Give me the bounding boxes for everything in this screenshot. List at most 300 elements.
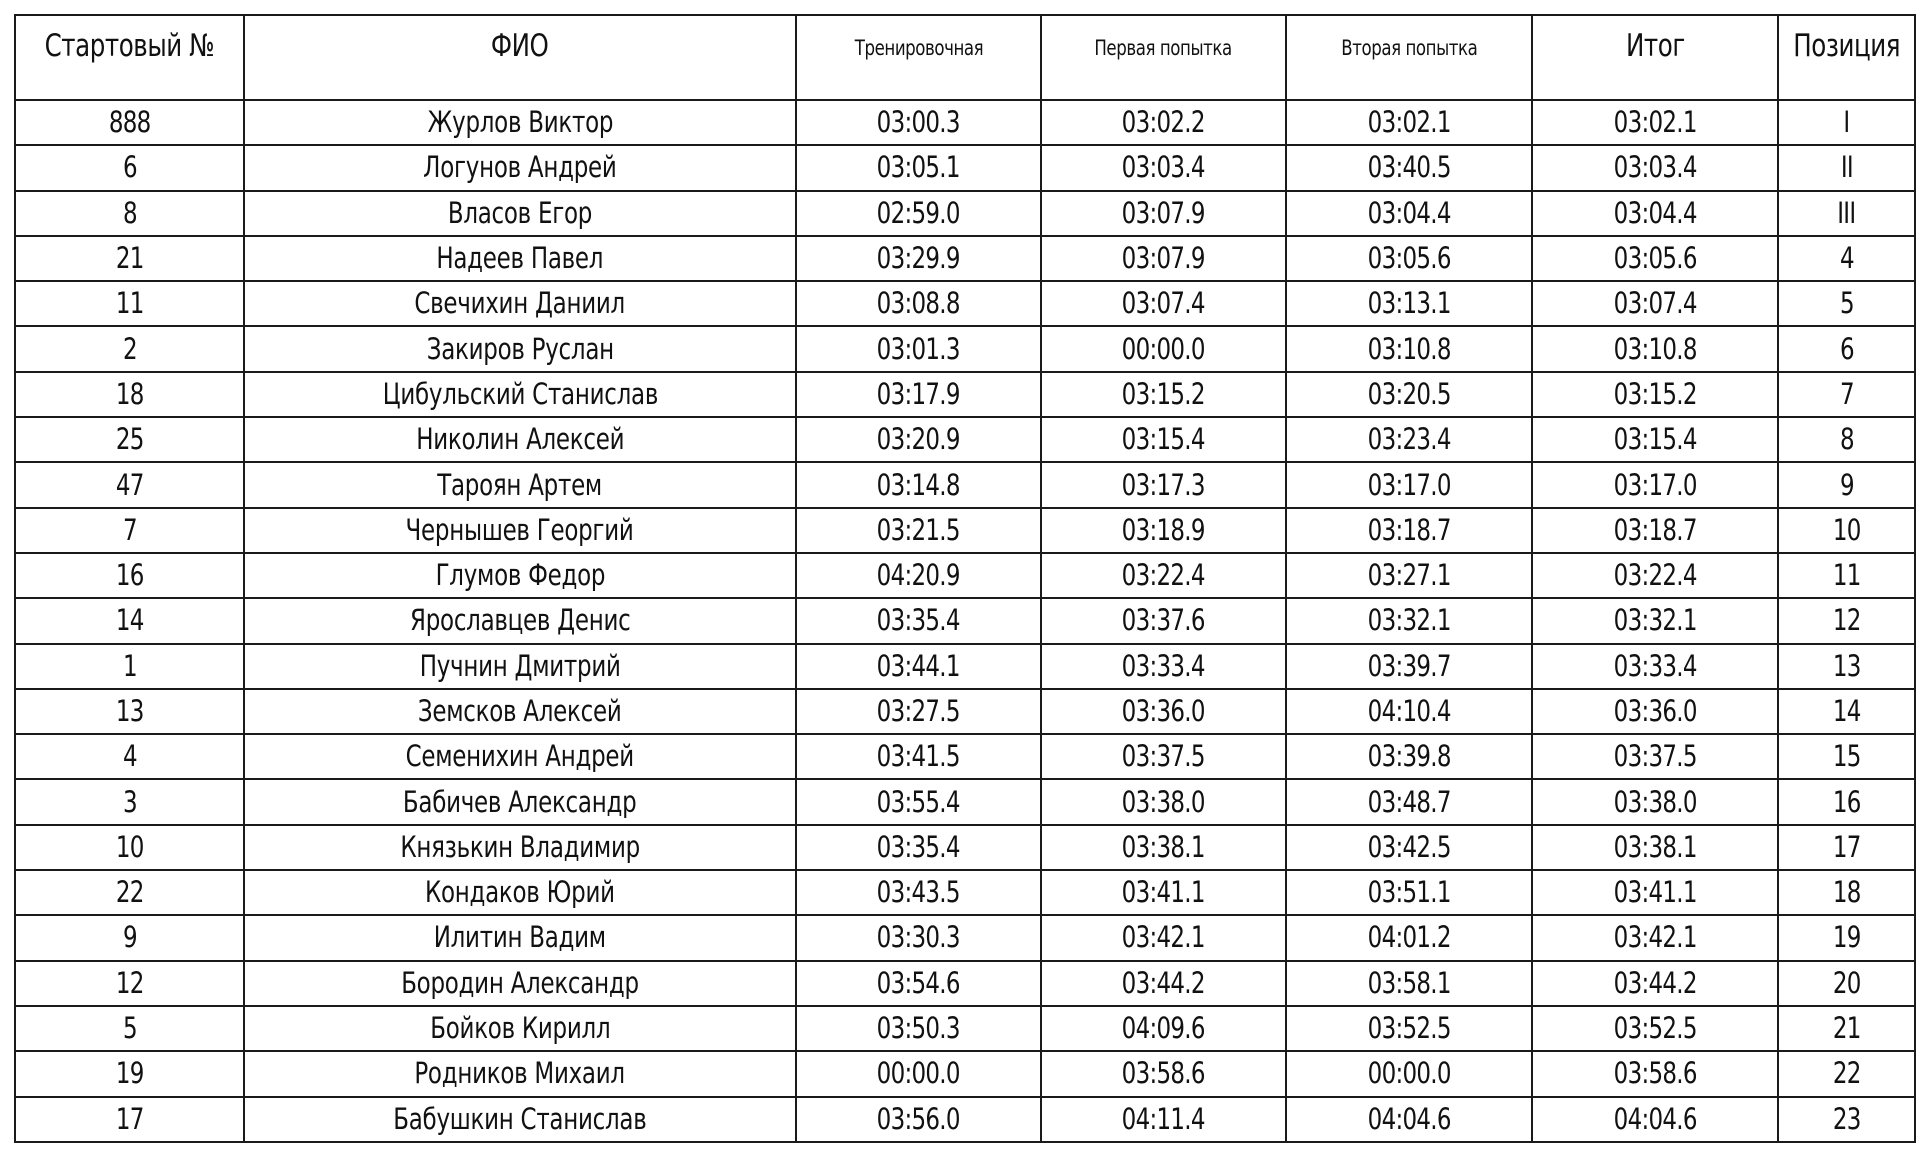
table-row: [15, 236, 1915, 281]
cell-name-text: Тароян Артем: [437, 467, 603, 502]
cell-start-no-text: 21: [115, 241, 144, 276]
header-attempt1-label: Первая попытка: [1094, 36, 1233, 60]
cell-total-text: 03:15.2: [1613, 376, 1697, 411]
cell-start-no-text: 3: [122, 784, 137, 819]
cell-position-text: I: [1843, 105, 1850, 140]
cell-name: [244, 1051, 796, 1096]
cell-name-text: Бородин Александр: [401, 965, 639, 1000]
cell-attempt2: [1286, 462, 1532, 507]
cell-attempt1-text: 03:38.1: [1121, 829, 1206, 864]
cell-start-no-text: 47: [115, 467, 144, 502]
cell-training: [796, 779, 1041, 824]
cell-attempt2: [1286, 145, 1532, 190]
cell-position: [1778, 1051, 1915, 1096]
cell-start-no-text: 25: [115, 422, 144, 457]
cell-name: [244, 870, 796, 915]
cell-position: [1778, 1006, 1915, 1051]
cell-training-text: 03:00.3: [876, 105, 961, 140]
cell-attempt1: [1041, 281, 1286, 326]
cell-attempt2-text: 00:00.0: [1367, 1056, 1451, 1091]
cell-attempt2-text: 03:13.1: [1367, 286, 1451, 321]
cell-attempt2: [1286, 326, 1532, 371]
table-row: [15, 734, 1915, 779]
cell-position: [1778, 191, 1915, 236]
cell-name: [244, 100, 796, 145]
header-attempt2: [1286, 15, 1532, 100]
cell-name: [244, 644, 796, 689]
header-start-no: [15, 15, 244, 100]
cell-start-no-text: 11: [115, 286, 144, 321]
cell-position: [1778, 553, 1915, 598]
cell-training-text: 03:05.1: [876, 150, 961, 185]
cell-total: [1532, 644, 1778, 689]
cell-total-text: 03:58.6: [1613, 1056, 1697, 1091]
cell-attempt1: [1041, 825, 1286, 870]
cell-name: [244, 1006, 796, 1051]
cell-position-text: 19: [1832, 920, 1861, 955]
cell-total: [1532, 145, 1778, 190]
cell-attempt2-text: 03:17.0: [1367, 467, 1451, 502]
cell-start-no-text: 5: [122, 1011, 137, 1046]
cell-start-no: [15, 100, 244, 145]
cell-attempt1: [1041, 1097, 1286, 1142]
cell-attempt2: [1286, 191, 1532, 236]
cell-training-text: 03:35.4: [876, 829, 961, 864]
cell-attempt2-text: 04:01.2: [1367, 920, 1451, 955]
cell-attempt2-text: 03:05.6: [1367, 241, 1451, 276]
cell-start-no: [15, 598, 244, 643]
cell-total: [1532, 689, 1778, 734]
cell-total: [1532, 462, 1778, 507]
cell-attempt1-text: 03:07.9: [1121, 195, 1206, 230]
cell-attempt2-text: 03:52.5: [1367, 1011, 1451, 1046]
cell-name-text: Ярославцев Денис: [409, 603, 631, 638]
cell-start-no: [15, 1097, 244, 1142]
cell-total: [1532, 915, 1778, 960]
cell-attempt2: [1286, 689, 1532, 734]
cell-attempt2-text: 03:42.5: [1367, 829, 1451, 864]
cell-attempt2: [1286, 734, 1532, 779]
cell-training: [796, 281, 1041, 326]
cell-name-text: Князькин Владимир: [400, 829, 640, 864]
cell-attempt1: [1041, 145, 1286, 190]
cell-total-text: 03:04.4: [1613, 195, 1697, 230]
cell-start-no-text: 888: [108, 105, 151, 140]
cell-training-text: 03:21.5: [876, 512, 961, 547]
header-total: [1532, 15, 1778, 100]
cell-training-text: 03:27.5: [876, 694, 961, 728]
cell-attempt1-text: 03:18.9: [1121, 512, 1206, 547]
cell-position-text: 13: [1832, 648, 1861, 683]
cell-start-no: [15, 915, 244, 960]
cell-total: [1532, 553, 1778, 598]
cell-name: [244, 281, 796, 326]
cell-total: [1532, 236, 1778, 281]
header-attempt2-label: Вторая попытка: [1340, 36, 1478, 60]
cell-attempt1-text: 03:15.4: [1121, 422, 1206, 457]
header-name-label: ФИО: [491, 28, 549, 64]
cell-name-text: Земсков Алексей: [418, 694, 622, 728]
cell-training-text: 03:56.0: [876, 1101, 961, 1136]
cell-total-text: 03:44.2: [1613, 965, 1697, 1000]
cell-total-text: 03:22.4: [1613, 558, 1697, 593]
cell-start-no-text: 10: [115, 829, 144, 864]
cell-attempt2: [1286, 417, 1532, 462]
cell-position-text: 12: [1832, 603, 1861, 638]
cell-training-text: 03:44.1: [876, 648, 961, 683]
cell-attempt2-text: 03:58.1: [1367, 965, 1451, 1000]
cell-position: [1778, 326, 1915, 371]
cell-attempt1: [1041, 915, 1286, 960]
cell-total-text: 03:02.1: [1613, 105, 1697, 140]
cell-position: [1778, 508, 1915, 553]
cell-name-text: Родников Михаил: [414, 1056, 626, 1091]
cell-name: [244, 1097, 796, 1142]
cell-training: [796, 689, 1041, 734]
table-row: [15, 462, 1915, 507]
cell-position-text: 7: [1839, 376, 1854, 411]
cell-name-text: Семенихин Андрей: [405, 739, 635, 774]
cell-attempt2-text: 04:04.6: [1367, 1101, 1451, 1136]
cell-start-no-text: 22: [115, 875, 144, 910]
cell-total-text: 03:03.4: [1613, 150, 1697, 185]
cell-position: [1778, 598, 1915, 643]
cell-attempt1: [1041, 326, 1286, 371]
cell-attempt1: [1041, 417, 1286, 462]
table-row: [15, 644, 1915, 689]
cell-training: [796, 462, 1041, 507]
cell-attempt2: [1286, 1097, 1532, 1142]
cell-training: [796, 961, 1041, 1006]
cell-position-text: 15: [1832, 739, 1861, 774]
cell-attempt2: [1286, 915, 1532, 960]
cell-name-text: Надеев Павел: [436, 241, 604, 276]
cell-attempt1-text: 03:33.4: [1121, 648, 1206, 683]
cell-training: [796, 870, 1041, 915]
cell-attempt2-text: 03:51.1: [1367, 875, 1451, 910]
cell-position-text: 5: [1839, 286, 1854, 321]
cell-position: [1778, 825, 1915, 870]
cell-attempt1: [1041, 1051, 1286, 1096]
cell-name: [244, 553, 796, 598]
cell-attempt2: [1286, 1006, 1532, 1051]
cell-start-no: [15, 734, 244, 779]
cell-position: [1778, 779, 1915, 824]
cell-start-no: [15, 779, 244, 824]
cell-training-text: 03:08.8: [876, 286, 961, 321]
cell-start-no: [15, 644, 244, 689]
cell-attempt2-text: 03:39.8: [1367, 739, 1451, 774]
cell-attempt1: [1041, 100, 1286, 145]
cell-attempt2: [1286, 100, 1532, 145]
cell-total: [1532, 1006, 1778, 1051]
cell-name-text: Николин Алексей: [415, 422, 625, 457]
cell-attempt1: [1041, 372, 1286, 417]
cell-total: [1532, 372, 1778, 417]
cell-training: [796, 1006, 1041, 1051]
cell-attempt1-text: 03:36.0: [1121, 694, 1206, 728]
cell-total-text: 03:18.7: [1613, 512, 1697, 547]
cell-total: [1532, 825, 1778, 870]
cell-attempt1-text: 03:44.2: [1121, 965, 1206, 1000]
cell-name-text: Бабушкин Станислав: [393, 1101, 647, 1136]
cell-training: [796, 734, 1041, 779]
cell-attempt2: [1286, 372, 1532, 417]
cell-total-text: 03:36.0: [1613, 694, 1697, 728]
cell-attempt1: [1041, 598, 1286, 643]
cell-name-text: Закиров Руслан: [426, 331, 614, 366]
cell-total-text: 03:41.1: [1613, 875, 1697, 910]
cell-attempt1-text: 03:07.9: [1121, 241, 1206, 276]
cell-attempt1: [1041, 689, 1286, 734]
table-row: [15, 1097, 1915, 1142]
cell-name: [244, 236, 796, 281]
table-row: [15, 100, 1915, 145]
cell-name-text: Цибульский Станислав: [382, 376, 658, 411]
table-body: [15, 100, 1915, 1142]
cell-training: [796, 236, 1041, 281]
cell-start-no-text: 1: [122, 648, 137, 683]
cell-attempt2-text: 03:02.1: [1367, 105, 1451, 140]
cell-training: [796, 598, 1041, 643]
cell-start-no-text: 7: [122, 512, 137, 547]
cell-position: [1778, 1097, 1915, 1142]
cell-start-no-text: 2: [122, 331, 137, 366]
cell-total: [1532, 598, 1778, 643]
cell-name-text: Кондаков Юрий: [425, 875, 615, 910]
cell-name-text: Илитин Вадим: [433, 920, 607, 955]
cell-position-text: 14: [1832, 694, 1861, 728]
table-row: [15, 417, 1915, 462]
cell-attempt2-text: 03:27.1: [1367, 558, 1451, 593]
cell-attempt1-text: 03:38.0: [1121, 784, 1206, 819]
cell-attempt2-text: 03:32.1: [1367, 603, 1451, 638]
cell-total: [1532, 417, 1778, 462]
cell-attempt2: [1286, 553, 1532, 598]
cell-attempt1: [1041, 644, 1286, 689]
cell-total-text: 03:38.0: [1613, 784, 1697, 819]
cell-training-text: 03:41.5: [876, 739, 961, 774]
cell-attempt2: [1286, 1051, 1532, 1096]
cell-name: [244, 598, 796, 643]
cell-training-text: 03:55.4: [876, 784, 961, 819]
cell-attempt2-text: 03:04.4: [1367, 195, 1451, 230]
cell-total-text: 04:04.6: [1613, 1101, 1697, 1136]
header-position-label: Позиция: [1793, 28, 1900, 64]
cell-total: [1532, 281, 1778, 326]
cell-position: [1778, 281, 1915, 326]
cell-position: [1778, 372, 1915, 417]
cell-attempt2: [1286, 779, 1532, 824]
cell-name: [244, 191, 796, 236]
cell-name-text: Пучнин Дмитрий: [419, 648, 621, 683]
cell-attempt2: [1286, 508, 1532, 553]
header-row: [15, 15, 1915, 100]
cell-start-no-text: 19: [115, 1056, 144, 1091]
cell-position-text: 10: [1832, 512, 1861, 547]
cell-name-text: Свечихин Даниил: [414, 286, 626, 321]
cell-training: [796, 1097, 1041, 1142]
results-sheet: [14, 14, 1914, 1143]
cell-training: [796, 372, 1041, 417]
cell-attempt2: [1286, 281, 1532, 326]
cell-total: [1532, 870, 1778, 915]
cell-position-text: 11: [1832, 558, 1861, 593]
cell-total: [1532, 100, 1778, 145]
cell-start-no-text: 6: [122, 150, 137, 185]
table-row: [15, 326, 1915, 371]
cell-total-text: 03:17.0: [1613, 467, 1697, 502]
cell-attempt2: [1286, 236, 1532, 281]
cell-training: [796, 915, 1041, 960]
cell-name-text: Глумов Федор: [435, 558, 605, 593]
cell-total: [1532, 779, 1778, 824]
cell-position-text: II: [1840, 150, 1853, 185]
cell-attempt2-text: 03:23.4: [1367, 422, 1451, 457]
cell-attempt1-text: 03:37.6: [1121, 603, 1206, 638]
header-training: [796, 15, 1041, 100]
table-row: [15, 508, 1915, 553]
cell-training-text: 03:30.3: [876, 920, 961, 955]
cell-position: [1778, 417, 1915, 462]
cell-start-no: [15, 462, 244, 507]
table-header: [15, 15, 1915, 100]
header-name: [244, 15, 796, 100]
cell-training: [796, 644, 1041, 689]
cell-position: [1778, 689, 1915, 734]
cell-position: [1778, 915, 1915, 960]
cell-name: [244, 145, 796, 190]
cell-training-text: 03:01.3: [876, 331, 961, 366]
cell-training: [796, 145, 1041, 190]
cell-position: [1778, 870, 1915, 915]
header-start-no-label: Стартовый №: [44, 28, 215, 64]
cell-attempt1: [1041, 870, 1286, 915]
cell-name: [244, 689, 796, 734]
cell-start-no: [15, 508, 244, 553]
cell-attempt1: [1041, 734, 1286, 779]
table-row: [15, 689, 1915, 734]
cell-total: [1532, 191, 1778, 236]
cell-position-text: 6: [1839, 331, 1854, 366]
cell-start-no-text: 12: [115, 965, 144, 1000]
cell-attempt1-text: 03:37.5: [1121, 739, 1206, 774]
cell-position: [1778, 100, 1915, 145]
cell-position: [1778, 734, 1915, 779]
cell-total: [1532, 508, 1778, 553]
cell-total-text: 03:52.5: [1613, 1011, 1697, 1046]
cell-attempt2-text: 03:39.7: [1367, 648, 1451, 683]
cell-start-no: [15, 961, 244, 1006]
cell-attempt1-text: 04:09.6: [1121, 1011, 1206, 1046]
cell-name-text: Логунов Андрей: [423, 150, 617, 185]
cell-name-text: Бабичев Александр: [403, 784, 637, 819]
cell-start-no: [15, 689, 244, 734]
cell-name: [244, 462, 796, 507]
cell-name: [244, 508, 796, 553]
cell-position-text: 21: [1832, 1011, 1861, 1046]
cell-total-text: 03:32.1: [1613, 603, 1697, 638]
header-training-label: Тренировочная: [854, 36, 983, 60]
cell-attempt1: [1041, 1006, 1286, 1051]
cell-attempt1: [1041, 961, 1286, 1006]
cell-start-no-text: 14: [115, 603, 144, 638]
cell-start-no-text: 13: [115, 694, 144, 728]
cell-total-text: 03:42.1: [1613, 920, 1697, 955]
cell-start-no-text: 16: [115, 558, 144, 593]
cell-name: [244, 734, 796, 779]
cell-attempt1-text: 03:41.1: [1121, 875, 1206, 910]
cell-name: [244, 915, 796, 960]
cell-attempt1-text: 04:11.4: [1121, 1101, 1206, 1136]
cell-attempt1-text: 03:58.6: [1121, 1056, 1206, 1091]
table-row: [15, 1006, 1915, 1051]
cell-position-text: 4: [1839, 241, 1854, 276]
header-attempt1: [1041, 15, 1286, 100]
cell-start-no-text: 9: [122, 920, 137, 955]
cell-attempt2: [1286, 870, 1532, 915]
cell-start-no: [15, 145, 244, 190]
cell-training-text: 03:50.3: [876, 1011, 961, 1046]
cell-attempt2: [1286, 961, 1532, 1006]
cell-attempt1: [1041, 779, 1286, 824]
cell-attempt2-text: 03:20.5: [1367, 376, 1451, 411]
cell-start-no: [15, 553, 244, 598]
cell-start-no-text: 8: [122, 195, 137, 230]
cell-attempt1-text: 03:17.3: [1121, 467, 1206, 502]
cell-training: [796, 417, 1041, 462]
cell-total-text: 03:15.4: [1613, 422, 1697, 457]
cell-start-no-text: 18: [115, 376, 144, 411]
cell-start-no: [15, 372, 244, 417]
cell-attempt1-text: 03:42.1: [1121, 920, 1206, 955]
cell-name-text: Чернышев Георгий: [405, 512, 634, 547]
cell-name: [244, 417, 796, 462]
cell-start-no: [15, 191, 244, 236]
cell-attempt1-text: 00:00.0: [1121, 331, 1206, 366]
cell-attempt1: [1041, 236, 1286, 281]
table-row: [15, 372, 1915, 417]
cell-position-text: III: [1837, 195, 1856, 230]
cell-attempt1: [1041, 462, 1286, 507]
cell-attempt1-text: 03:03.4: [1121, 150, 1206, 185]
cell-training: [796, 326, 1041, 371]
table-row: [15, 598, 1915, 643]
cell-start-no-text: 4: [122, 739, 137, 774]
table-row: [15, 825, 1915, 870]
cell-position: [1778, 462, 1915, 507]
cell-start-no: [15, 870, 244, 915]
cell-attempt1-text: 03:07.4: [1121, 286, 1206, 321]
table-row: [15, 961, 1915, 1006]
cell-attempt2: [1286, 598, 1532, 643]
table-row: [15, 191, 1915, 236]
cell-total: [1532, 961, 1778, 1006]
cell-total: [1532, 326, 1778, 371]
table-row: [15, 1051, 1915, 1096]
cell-name-text: Бойков Кирилл: [429, 1011, 611, 1046]
cell-total: [1532, 1097, 1778, 1142]
cell-attempt1-text: 03:15.2: [1121, 376, 1206, 411]
cell-attempt2-text: 03:10.8: [1367, 331, 1451, 366]
cell-attempt2-text: 03:18.7: [1367, 512, 1451, 547]
cell-total-text: 03:10.8: [1613, 331, 1697, 366]
cell-training: [796, 191, 1041, 236]
cell-position-text: 20: [1832, 965, 1861, 1000]
cell-attempt2: [1286, 644, 1532, 689]
cell-total-text: 03:37.5: [1613, 739, 1697, 774]
cell-position-text: 16: [1832, 784, 1861, 819]
